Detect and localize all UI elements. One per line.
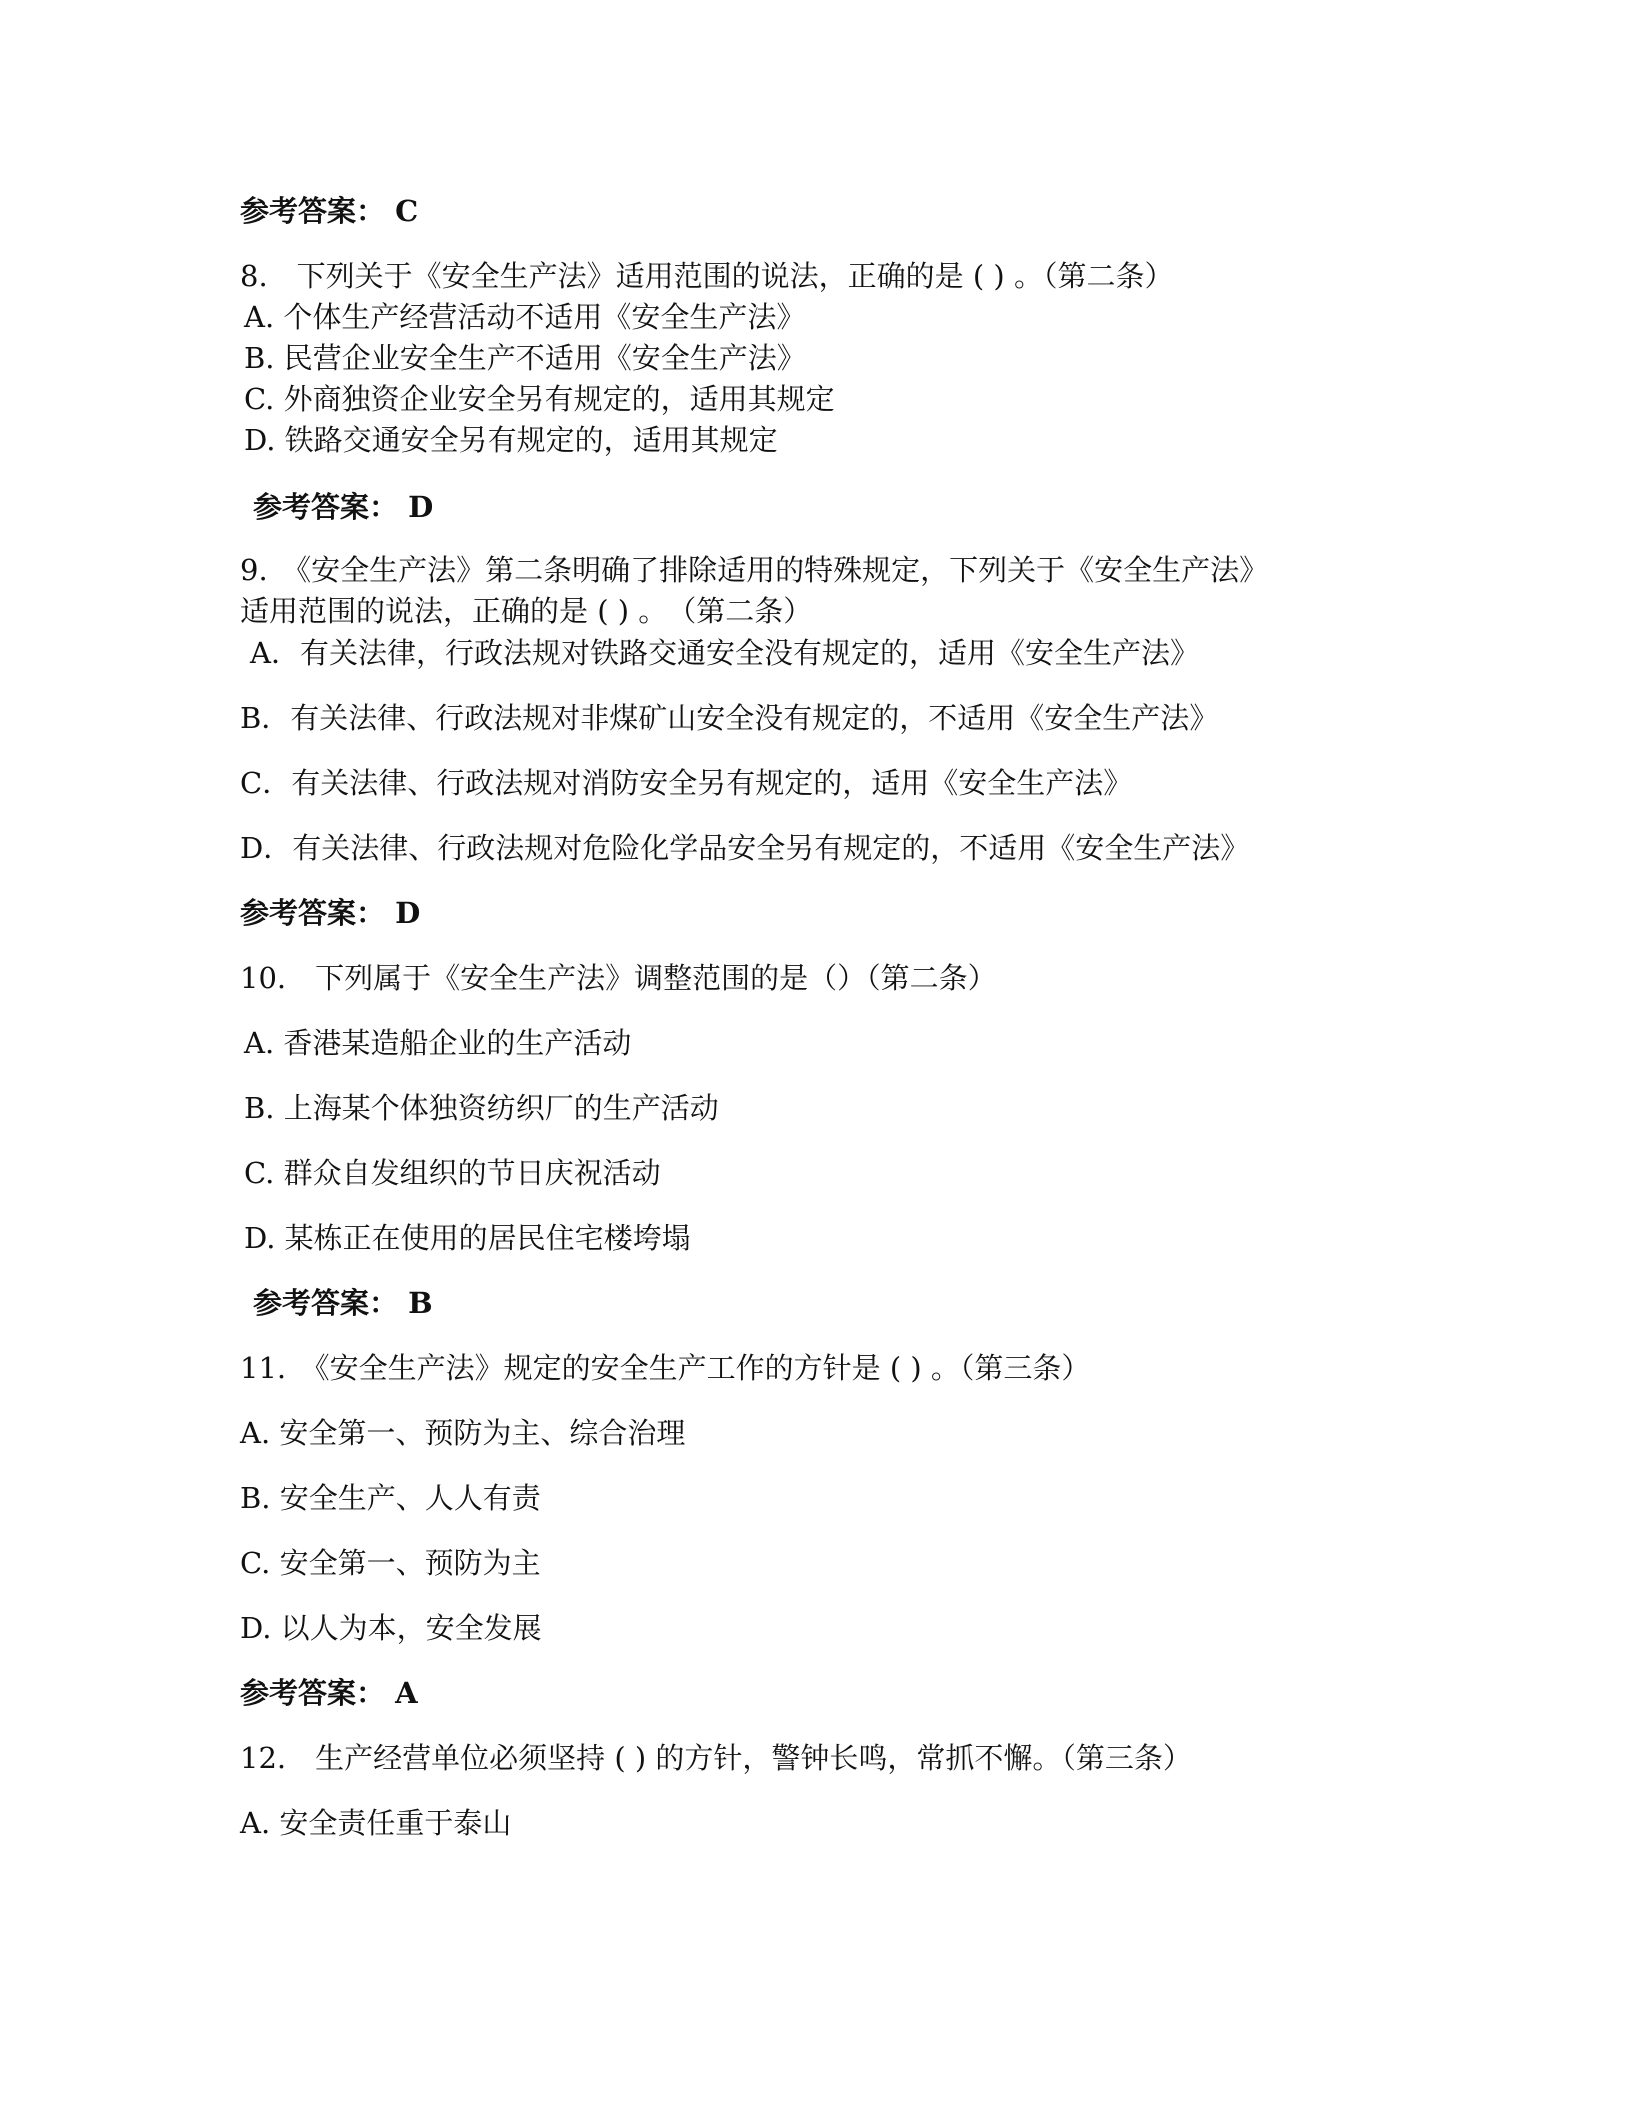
question-10-option-d: D. 某栋正在使用的居民住宅楼垮塌 <box>244 1221 691 1255</box>
question-11-option-a: A. 安全第一、预防为主、综合治理 <box>240 1416 686 1450</box>
question-9-option-b: B．有关法律、行政法规对非煤矿山安全没有规定的，不适用《安全生产法》 <box>240 701 1219 735</box>
question-8-option-c: C. 外商独资企业安全另有规定的，适用其规定 <box>244 382 835 416</box>
question-8-option-b: B. 民营企业安全生产不适用《安全生产法》 <box>244 341 806 375</box>
question-8-stem: 8. 下列关于《安全生产法》适用范围的说法，正确的是 ( ) 。（第二条） <box>240 259 1174 293</box>
answer-q11: 参考答案： A <box>240 1676 418 1710</box>
question-9-option-c: C．有关法律、行政法规对消防安全另有规定的，适用《安全生产法》 <box>240 766 1133 800</box>
question-11-option-d: D. 以人为本，安全发展 <box>240 1611 542 1645</box>
answer-q7: 参考答案： C <box>240 194 419 228</box>
question-12-option-a: A. 安全责任重于泰山 <box>240 1806 512 1840</box>
question-10-option-a: A. 香港某造船企业的生产活动 <box>244 1026 632 1060</box>
question-8-option-d: D. 铁路交通安全另有规定的，适用其规定 <box>244 423 778 457</box>
question-11-option-c: C. 安全第一、预防为主 <box>240 1546 541 1580</box>
question-11-option-b: B. 安全生产、人人有责 <box>240 1481 541 1515</box>
question-11-stem: 11. 《安全生产法》规定的安全生产工作的方针是 ( ) 。（第三条） <box>240 1351 1091 1385</box>
question-10-option-b: B. 上海某个体独资纺织厂的生产活动 <box>244 1091 719 1125</box>
question-12-stem: 12. 生产经营单位必须坚持 ( ) 的方针，警钟长鸣，常抓不懈。（第三条） <box>240 1741 1192 1775</box>
question-9-option-a: A．有关法律，行政法规对铁路交通安全没有规定的，适用《安全生产法》 <box>250 636 1199 670</box>
question-9-stem-line1: 9. 《安全生产法》第二条明确了排除适用的特殊规定，下列关于《安全生产法》 <box>240 553 1269 587</box>
question-9-option-d: D．有关法律、行政法规对危险化学品安全另有规定的，不适用《安全生产法》 <box>240 831 1250 865</box>
question-8-option-a: A. 个体生产经营活动不适用《安全生产法》 <box>244 300 806 334</box>
question-9-stem-line2: 适用范围的说法，正确的是 ( ) 。 （第二条） <box>240 594 813 628</box>
question-10-option-c: C. 群众自发组织的节日庆祝活动 <box>244 1156 661 1190</box>
answer-q10: 参考答案： B <box>253 1286 433 1320</box>
answer-q9: 参考答案： D <box>240 896 421 930</box>
answer-q8: 参考答案： D <box>253 490 434 524</box>
question-10-stem: 10. 下列属于《安全生产法》调整范围的是（）（第二条） <box>240 961 997 995</box>
